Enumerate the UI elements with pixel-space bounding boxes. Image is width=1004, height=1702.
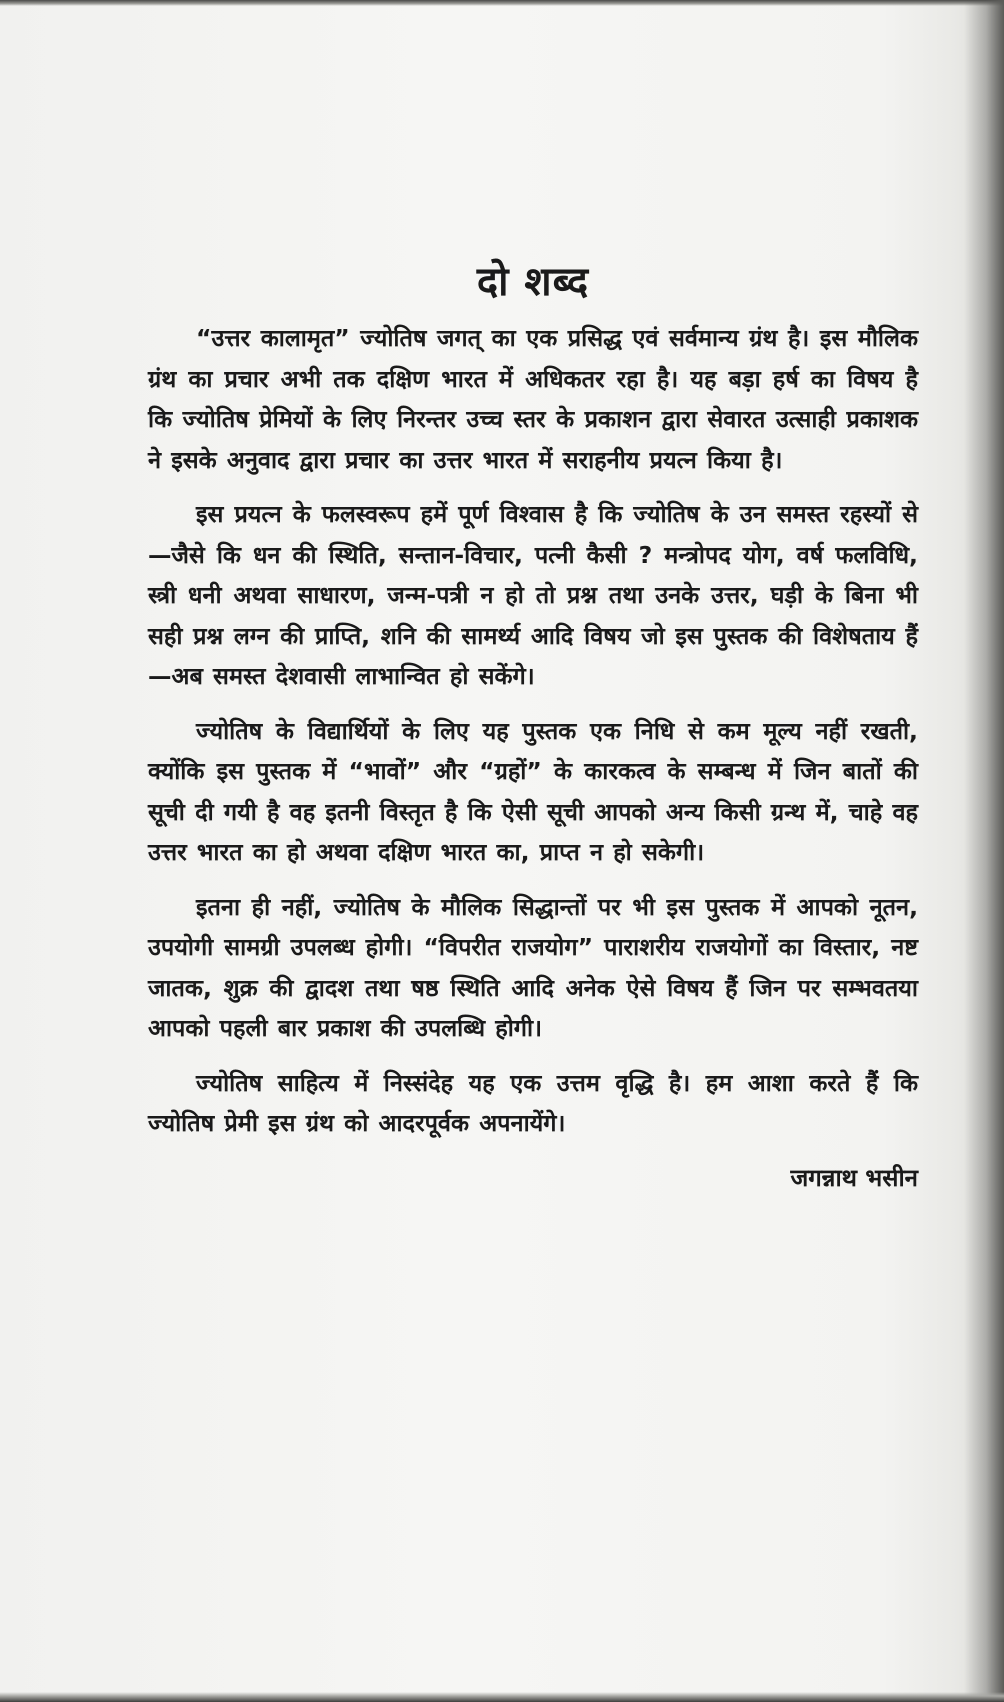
author-signature: जगन्नाथ भसीन xyxy=(790,1163,918,1192)
paragraph-4: इतना ही नहीं, ज्योतिष के मौलिक सिद्धान्तों पर भी इस पुस्तक में आपको नूतन, उपयोगी सामग्री उपलब्ध होगी। “विपरीत राजयोग” पाराशरीय राजयोगों का विस्तार, नष्ट जातक, शुक्र की द्वादश तथा षष्ठ स्थिति आदि अनेक ऐसे विषय हैं जिन पर सम्भवतया आपको पहली बार प्रकाश की उपलब्धि होगी। xyxy=(148,892,918,1042)
paragraph-1: “उत्तर कालामृत” ज्योतिष जगत् का एक प्रसिद्ध एवं सर्वमान्य ग्रंथ है। इस मौलिक ग्रंथ का प्रचार अभी तक दक्षिण भारत में अधिकतर रहा है। यह बड़ा हर्ष का विषय है कि ज्योतिष प्रेमियों के लिए निरन्तर उच्च स्तर के प्रकाशन द्वारा सेवारत उत्साही प्रकाशक ने इसके अनुवाद द्वारा प्रचार का उत्तर भारत में सराहनीय प्रयत्न किया है। xyxy=(148,324,918,474)
page-binding-shadow xyxy=(964,0,1004,1702)
page-title: दो शब्द xyxy=(476,259,590,305)
paragraph-3: ज्योतिष के विद्यार्थियों के लिए यह पुस्तक एक निधि से कम मूल्य नहीं रखती, क्योंकि इस पुस्तक में “भावों” और “ग्रहों” के कारकत्व के सम्बन्ध में जिन बातों की सूची दी गयी है वह इतनी विस्तृत है कि ऐसी सूची आपको अन्य किसी ग्रन्थ में, चाहे वह उत्तर भारत का हो अथवा दक्षिण भारत का, प्राप्त न हो सकेगी। xyxy=(148,716,918,866)
page-content xyxy=(148,258,918,1198)
paragraph-5: ज्योतिष साहित्य में निस्संदेह यह एक उत्तम वृद्धि है। हम आशा करते हैं कि ज्योतिष प्रेमी इस ग्रंथ को आदरपूर्वक अपनायेंगे। xyxy=(148,1068,918,1137)
paragraph-2: इस प्रयत्न के फलस्वरूप हमें पूर्ण विश्वास है कि ज्योतिष के उन समस्त रहस्यों से—जैसे कि धन की स्थिति, सन्तान-विचार, पत्नी कैसी ? मन्त्रोपद योग, वर्ष फलविधि, स्त्री धनी अथवा साधारण, जन्म-पत्री न हो तो प्रश्न तथा उनके उत्तर, घड़ी के बिना भी सही प्रश्न लग्न की प्राप्ति, शनि की सामर्थ्य आदि विषय जो इस पुस्तक की विशेषताय हैं—अब समस्त देशवासी लाभान्वित हो सकेंगे। xyxy=(148,500,918,690)
page-top-edge xyxy=(0,0,1004,6)
page-bottom-edge xyxy=(0,1692,1004,1702)
